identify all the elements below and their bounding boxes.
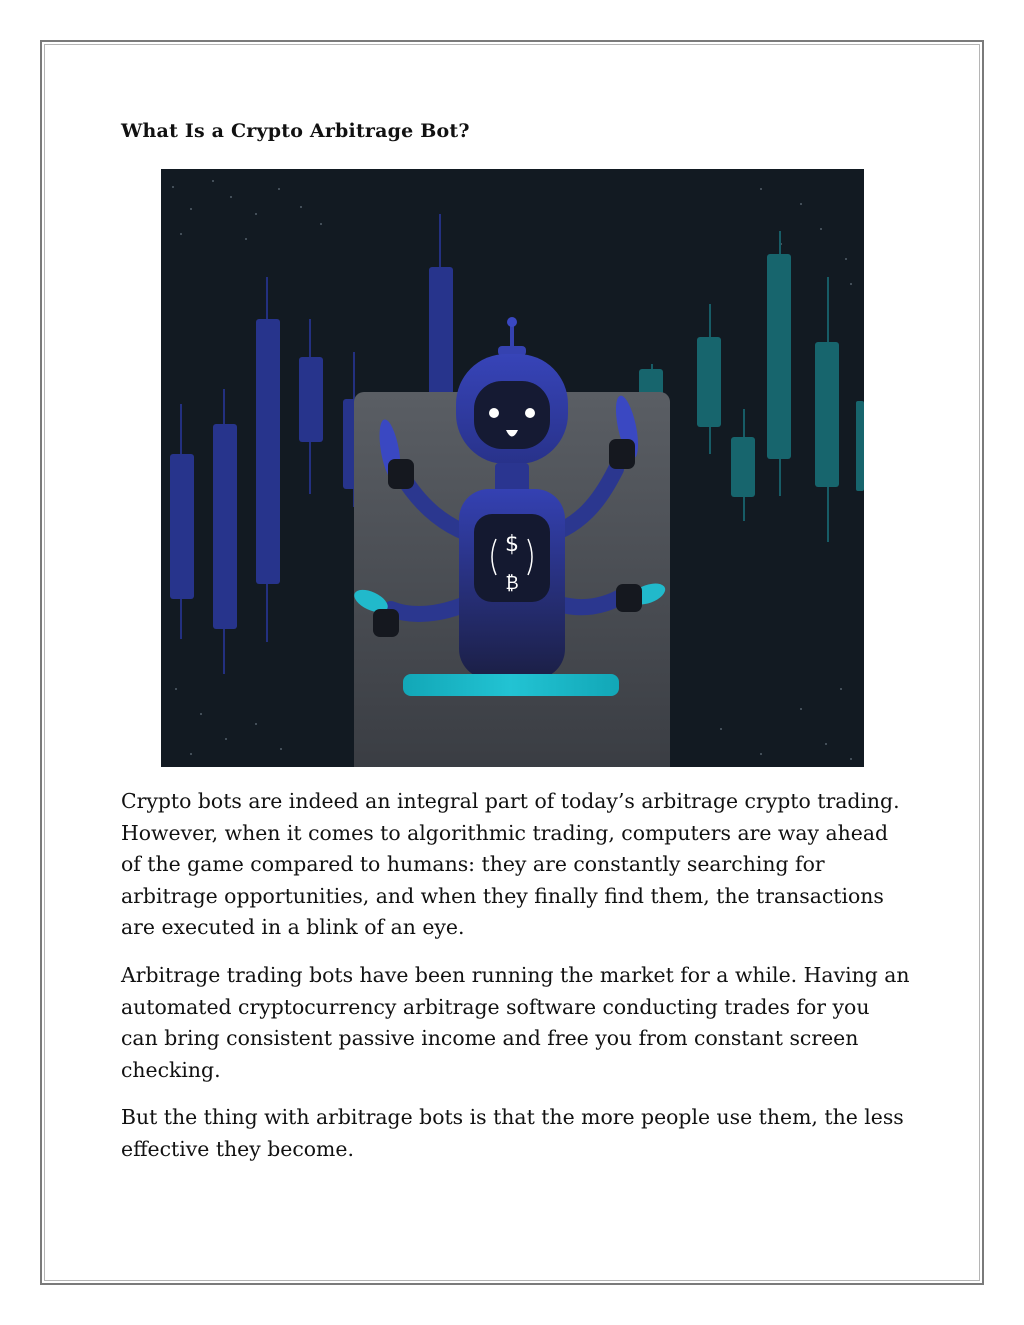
paragraph-intro: Crypto bots are indeed an integral part of today’s arbitrage crypto trading. However, when it comes to algorithmic trading, computers are way ahead of the game compared to humans: they are constantly searching for arbitrage opportunities, and when they finally find them, the transactions are executed in a blink of an eye. <box>121 789 900 940</box>
bitcoin-sign-icon: ₿ <box>505 573 519 594</box>
paragraph-effectiveness: But the thing with arbitrage bots is that the more people use them, the less effective they become. <box>121 1105 904 1161</box>
article-heading: What Is a Crypto Arbitrage Bot? <box>121 120 470 142</box>
dollar-sign-icon: $ <box>505 532 519 557</box>
crypto-bot-illustration <box>161 169 864 767</box>
paragraph-bots-market: Arbitrage trading bots have been running the market for a while. Having an automated cryptocurrency arbitrage software conducting trades for you can bring consistent passive income and free you from constant screen checking. <box>121 962 910 1082</box>
article-body <box>121 786 911 1182</box>
